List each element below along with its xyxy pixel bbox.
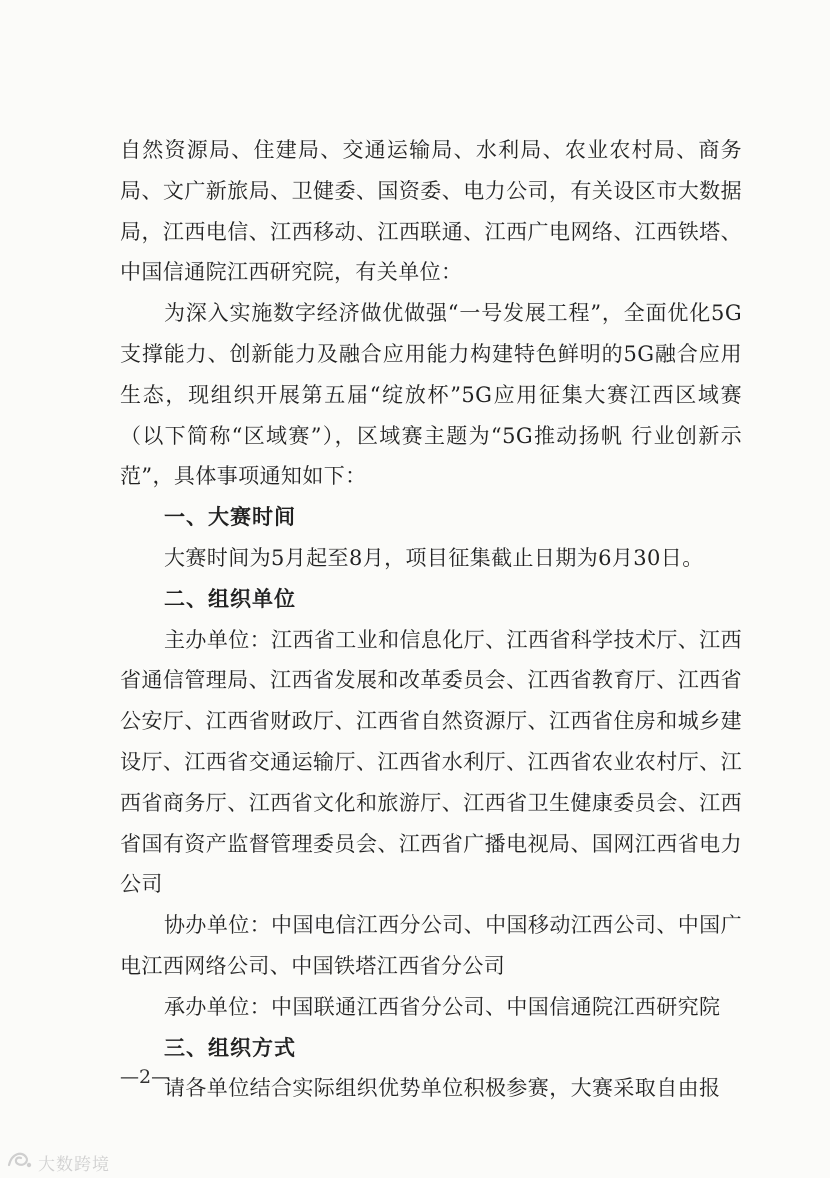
body-paragraph: 请各单位结合实际组织优势单位积极参赛，大赛采取自由报 <box>164 1076 721 1101</box>
watermark-text: 大数跨境 <box>38 1154 110 1175</box>
body-paragraph: 大赛时间为5月起至8月，项目征集截止日期为6月30日。 <box>164 545 704 570</box>
body-paragraph: 为深入实施数字经济做优做强“一号发展工程”，全面优化5G支撑能力、创新能力及融合应用能力构建特色鲜明的5G融合应用生态，现组织开展第五届“绽放杯”5G应用征集大赛江西区域赛（以下简称“区域赛”），区域赛主题为“5G推动扬帆 行业创新示范”，具体事项通知如下： <box>120 301 742 489</box>
body-paragraph: 承办单位：中国联通江西省分公司、中国信通院江西研究院 <box>164 994 721 1019</box>
body-paragraph: 自然资源局、住建局、交通运输局、水利局、农业农村局、商务局、文广新旅局、卫健委、国资委、电力公司，有关设区市大数据局，江西电信、江西移动、江西联通、江西广电网络、江西铁塔、中国信通院江西研究院，有关单位： <box>120 138 742 285</box>
section-heading: 二、组织单位 <box>164 586 296 611</box>
page-number: —2— <box>120 1066 171 1088</box>
watermark <box>6 1150 110 1174</box>
body-paragraph: 主办单位：江西省工业和信息化厅、江西省科学技术厅、江西省通信管理局、江西省发展和改革委员会、江西省教育厅、江西省公安厅、江西省财政厅、江西省自然资源厅、江西省住房和城乡建设厅、江西省交通运输厅、江西省水利厅、江西省农业农村厅、江西省商务厅、江西省文化和旅游厅、江西省卫生健康委员会、江西省国有资产监督管理委员会、江西省广播电视局、国网江西省电力公司 <box>120 627 742 897</box>
section-heading: 三、组织方式 <box>164 1035 296 1060</box>
document-body <box>120 130 742 1109</box>
section-heading: 一、大赛时间 <box>164 505 296 530</box>
logo-swirl-icon <box>6 1149 34 1175</box>
body-paragraph: 协办单位：中国电信江西分公司、中国移动江西公司、中国广电江西网络公司、中国铁塔江西省分公司 <box>120 913 742 978</box>
